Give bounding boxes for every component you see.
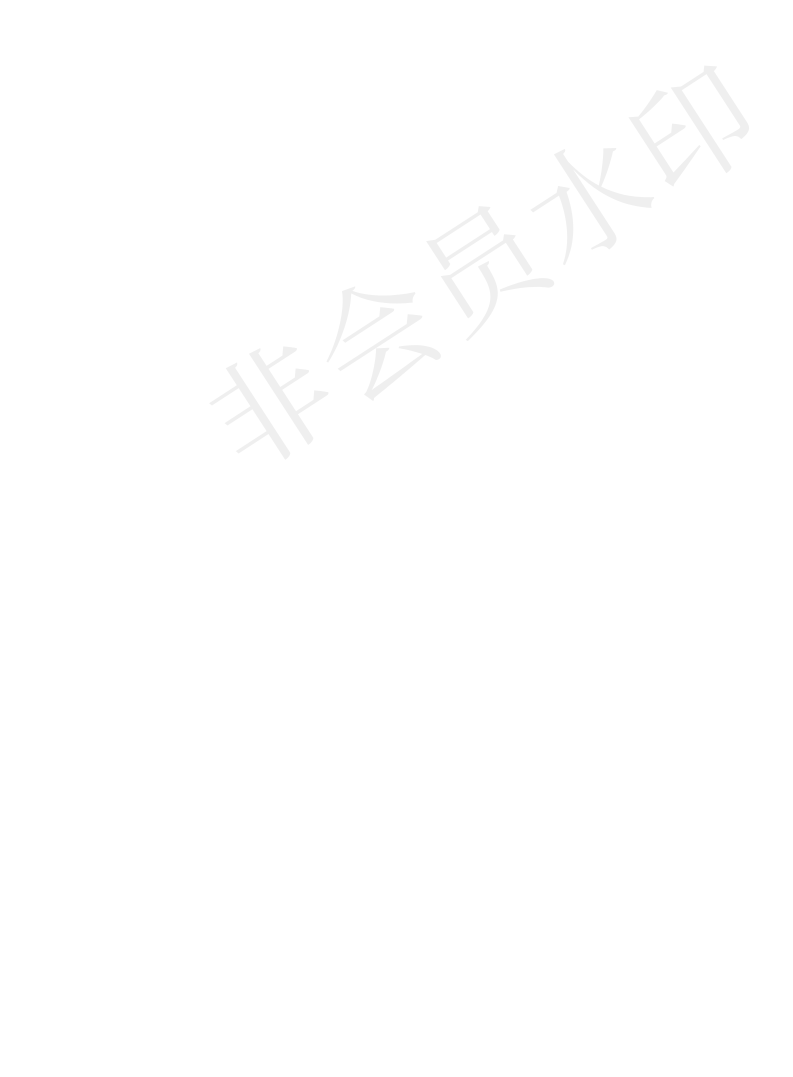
watermark: 非会员水印 xyxy=(184,39,789,500)
